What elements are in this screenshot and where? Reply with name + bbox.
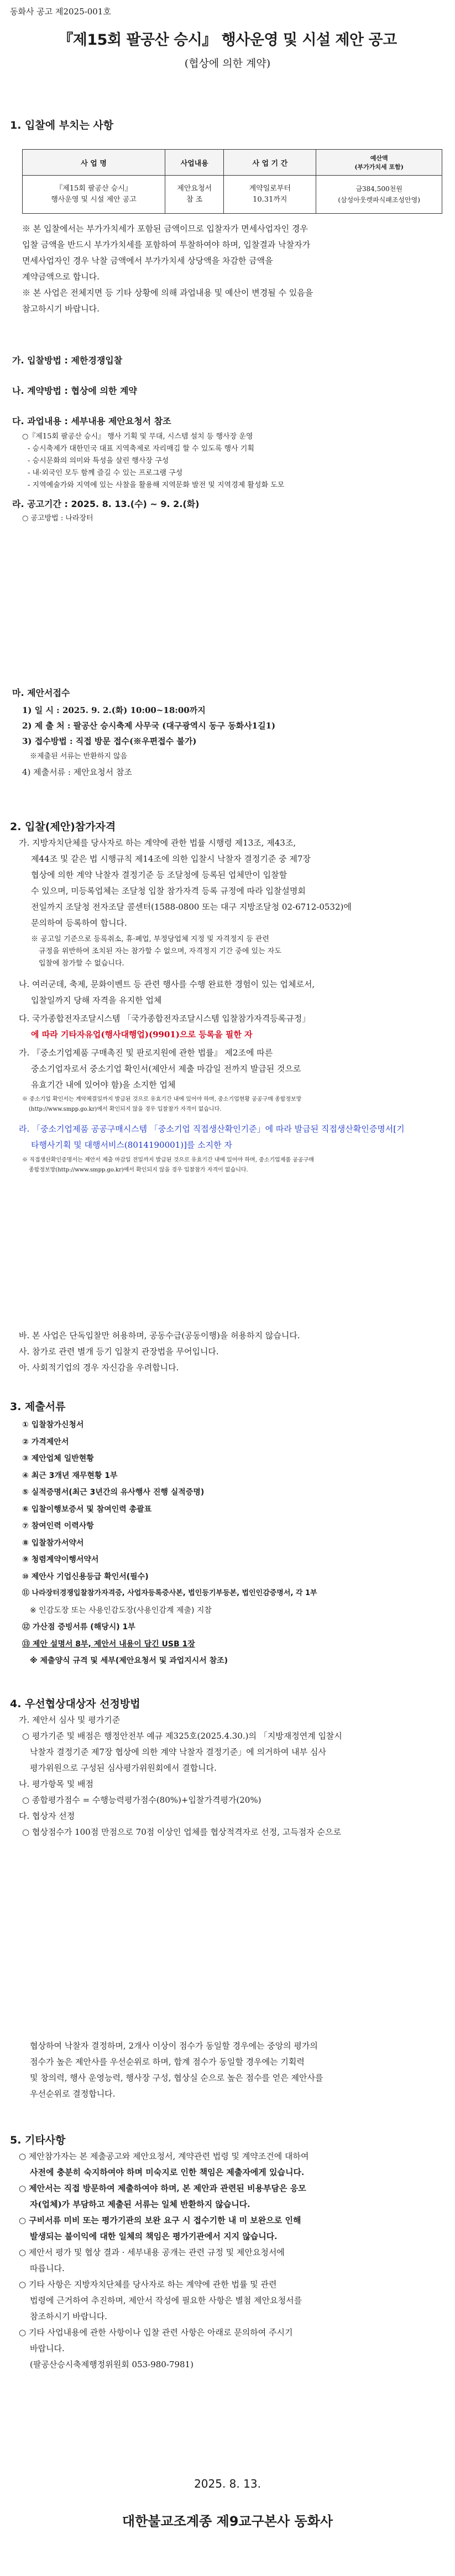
table-header-period: 사 업 기 간 <box>224 150 316 176</box>
text-line: 점수가 높은 제안사를 우선순위로 하며, 합계 점수가 동일할 경우에는 기획력 <box>30 2057 305 2067</box>
list-item: ⑨ 청렴계약이행서약서 <box>22 1555 99 1564</box>
page-title: 『제15회 팔공산 승시』 행사운영 및 시설 제안 공고 <box>58 31 397 49</box>
text-line: 및 창의력, 행사 운영능력, 행사장 구성, 협상실 순으로 높은 점수를 얻은 제안사를 <box>30 2073 323 2083</box>
text-line: 입찰일까지 당해 자격을 유지한 업체 <box>31 995 162 1005</box>
list-item: - 내·외국인 모두 함께 즐길 수 있는 프로그램 구성 <box>28 469 183 477</box>
submission-date: 1) 일 시 : 2025. 9. 2.(화) 10:00~18:00까지 <box>22 705 206 715</box>
text-line: 다. 협상자 선정 <box>19 1811 75 1821</box>
text-line: ※ 중소기업 확인서는 계약체결일까지 발급된 것으로 유효기간 내에 있어야 하며, 중소기업현황 공공구매 종합정보망 <box>22 1096 302 1102</box>
sme-requirement <box>19 1045 301 1093</box>
selection-method-tail <box>30 2038 323 2102</box>
section-4-heading: 4. 우선협상대상자 선정방법 <box>10 1698 140 1710</box>
documents-list <box>22 1417 317 1670</box>
list-item: ③ 제안업체 일반현황 <box>22 1454 94 1463</box>
section-3-heading: 3. 제출서류 <box>10 1401 66 1413</box>
emphasis-text: 자(업체)가 부담하고 제출된 서류는 일체 반환하지 않습니다. <box>30 2199 250 2209</box>
text-line: 유효기간 내에 있어야 함)을 소지한 업체 <box>31 1080 176 1090</box>
text-line: 참조하시기 바랍니다. <box>30 2311 107 2321</box>
text-line: 낙찰자 결정기준 제7장 협상에 의한 계약 낙찰자 결정기준」에 의거하여 내부 심사 <box>30 1747 326 1757</box>
emphasis-text: ○ 제안서는 직접 방문하여 제출하여야 하며, 본 제안과 관련된 비용부담은 응모 <box>19 2183 306 2193</box>
list-item: ※ 인감도장 또는 사용인감도장(사용인감계 제출) 지참 <box>30 1606 212 1615</box>
eligibility-na <box>19 976 315 1009</box>
text-line: 규정을 위반하여 조치된 자는 참가할 수 없으며, 자격정지 기간 중에 있는 자도 <box>39 947 281 956</box>
section-2-heading: 2. 입찰(제안)참가자격 <box>10 821 116 833</box>
selection-method <box>19 1712 342 1840</box>
list-item: ⑦ 참여인력 이력사항 <box>22 1522 94 1530</box>
note-line: 참고하시기 바랍니다. <box>22 304 100 314</box>
table-cell-budget: 금384,500천원 (삼성아웃렛파식패조성안영) <box>316 176 442 214</box>
text-line: ○ 기타 사항은 지방자치단체를 당사자로 하는 계약에 관한 법률 및 관련 <box>19 2279 277 2289</box>
table-header-name: 사 업 명 <box>23 150 165 176</box>
submission-note: ※제출된 서류는 반환하지 않음 <box>30 752 128 761</box>
notice-date: 2025. 8. 13. <box>194 2477 261 2490</box>
submission-method: 3) 접수방법 : 직접 방문 접수(※우편접수 불가) <box>22 736 197 746</box>
text-line: ※ 공고일 기준으로 등록취소, 휴·폐업, 부정당업체 지정 및 자격정지 등 관련 <box>31 935 269 943</box>
direct-production-note <box>22 1155 314 1175</box>
text-line <box>19 2229 308 2245</box>
notice-period: 라. 공고기간 : 2025. 8. 13.(수) ~ 9. 2.(화) <box>12 499 200 509</box>
eligibility-extra <box>19 1328 300 1376</box>
text-line: 바. 본 사업은 단독입찰만 허용하며, 공동수급(공동이행)을 허용하지 않습니다. <box>19 1331 300 1340</box>
text-line <box>19 1121 405 1137</box>
text-line: 법령에 근거하여 추진하며, 제안서 작성에 필요한 사항은 별첨 제안요청서를 <box>30 2295 302 2305</box>
list-item: ② 가격제안서 <box>22 1437 69 1447</box>
task-content: 다. 과업내용 : 세부내용 제안요청서 참조 <box>12 416 171 426</box>
contract-method: 나. 계약방법 : 협상에 의한 계약 <box>12 386 137 396</box>
section-1-heading: 1. 입찰에 부치는 사항 <box>10 119 114 131</box>
table-cell-name: 『제15회 팔공산 승시』 행사운영 및 시설 제안 공고 <box>23 176 165 214</box>
text-line: 가. 『중소기업제품 구매촉진 및 판로지원에 관한 법률』 제2조에 따른 <box>19 1048 273 1058</box>
emphasis-text: 사전에 충분히 숙지하여야 하며 미숙지로 인한 책임은 제출자에게 있습니다. <box>30 2167 305 2177</box>
task-content-list <box>22 431 284 492</box>
text-line: 협상하여 낙찰자 결정하며, 2개사 이상이 점수가 동일할 경우에는 중앙의 평가의 <box>30 2041 318 2051</box>
table-cell-period: 계약일로부터 10.31까지 <box>224 176 316 214</box>
text-line: 제44조 및 같은 법 시행규칙 제14조에 의한 입찰시 낙찰자 결정기준 중 제7장 <box>31 854 311 864</box>
text-line: 중소기업자로서 중소기업 확인서(제안서 제출 마감일 전까지 발급된 것으로 <box>31 1064 301 1074</box>
list-item: - 승시문화의 의미와 특성을 살린 행사장 구성 <box>28 457 169 465</box>
emphasis-text: 발생되는 불이익에 대한 일체의 책임은 평가기관에서 지지 않습니다. <box>30 2231 278 2241</box>
table-header-content: 사업내용 <box>165 150 224 176</box>
list-item: ○『제15회 팔공산 승시』 행사 기획 및 무대, 시스템 설치 등 행사장 운영 <box>22 432 253 441</box>
text-line: ○ 평가기준 및 배점은 행정안전부 예규 제325호(2025.4.30.)의 「지방재정연계 입찰시 <box>22 1731 342 1741</box>
text-line: 협상에 의한 계약 낙찰자 결정기준 등 조달청에 등록된 업체만이 입찰할 <box>31 870 287 880</box>
text-line: ○ 협상점수가 100점 만점으로 70점 이상인 업체를 협상적격자로 선정, 고득점자 순으로 <box>22 1827 341 1837</box>
text-line: 따릅니다. <box>30 2263 65 2273</box>
text-line: 전일까지 조달청 전자조달 콜센터(1588-0800 또는 대구 지방조달청 02-6712-0532)에 <box>31 902 352 912</box>
text-line: (팔공산승시축제행정위원회 053-980-7981) <box>30 2359 193 2369</box>
list-item: ④ 최근 3개년 재무현황 1부 <box>22 1471 118 1480</box>
eligibility-ga <box>19 835 352 931</box>
section-1-notes <box>22 221 313 317</box>
submission-heading: 마. 제안서접수 <box>12 688 70 698</box>
table-row <box>23 176 442 214</box>
text-line: 가. 지방자치단체를 당사자로 하는 계약에 관한 법률 시행령 제13조, 제43조, <box>19 838 296 848</box>
note-line: ※ 본 입찰에서는 부가가치세가 포함된 금액이므로 입찰자가 면세사업자인 경우 <box>22 224 308 234</box>
list-item: - 승시축제가 대한민국 대표 지역축제로 자리매김 할 수 있도록 행사 기획 <box>28 445 254 453</box>
issuing-organization: 대한불교조계종 제9교구본사 동화사 <box>122 2514 333 2529</box>
table-cell-content: 제안요청서 참 조 <box>165 176 224 214</box>
text-line: 가. 제안서 심사 및 평가기준 <box>19 1715 121 1725</box>
sme-note <box>22 1095 301 1115</box>
text-line: 다. 국가종합전자조달시스템 「국가종합전자조달시스템 입찰참가자격등록규정」 <box>19 1013 311 1023</box>
document-number: 동화사 공고 제2025-001호 <box>10 7 111 17</box>
text-line <box>19 2165 308 2181</box>
list-item: ⑤ 실적증명서(최근 3년간의 유사행사 진행 실적증명) <box>22 1488 205 1497</box>
submission-list <box>22 703 275 780</box>
eligibility-ga-note <box>31 933 281 970</box>
text-line: (http://www.smpp.go.kr)에서 확인되지 않을 경우 입찰참가 자격이 없습니다. <box>29 1106 222 1112</box>
emphasis-text: ○ 구비서류 미비 또는 평가기관의 보완 요구 시 접수기한 내 미 보완으로 인해 <box>19 2215 301 2225</box>
text-line: ○ 종합평가점수 = 수행능력평가점수(80%)+입찰가격평가(20%) <box>22 1795 262 1805</box>
list-item: ⑧ 입찰참가서약서 <box>22 1538 84 1548</box>
text-line <box>19 2197 308 2213</box>
bid-method: 가. 입찰방법 : 제한경쟁입찰 <box>12 355 123 366</box>
note-line: 면세사업자인 경우 낙찰 금액에서 부가가치세 상당액을 차감한 금액을 <box>22 256 273 266</box>
text-line: 나. 평가항목 및 배점 <box>19 1779 93 1789</box>
text-line: 아. 사회적기업의 경우 자신감을 우려합니다. <box>19 1363 179 1373</box>
text-line <box>19 1027 310 1043</box>
text-line: 종합정보망(http://www.smpp.go.kr)에서 확인되지 않을 경우 입찰참가 자격이 없습니다. <box>29 1167 248 1173</box>
text-line <box>19 2213 308 2229</box>
direct-production-text: 라. 「중소기업제품 공공구매시스템 「중소기업 직접생산확인기준」에 따라 발급된 직접생산확인증명서[기 <box>19 1124 405 1134</box>
text-line <box>19 1137 405 1153</box>
note-line: 계약금액으로 합니다. <box>22 272 100 282</box>
registration-requirement: 에 따라 기타자유업(행사대행업)(9901)으로 등록을 필한 자 <box>31 1030 253 1039</box>
section-5-heading: 5. 기타사항 <box>10 2134 66 2146</box>
note-line: 입찰 금액을 반드시 부가가치세를 포함하여 투찰하여야 하며, 입찰결과 낙찰자가 <box>22 240 311 250</box>
direct-production-requirement <box>19 1121 405 1153</box>
list-item: ⑩ 제안사 기업신용등급 확인서(필수) <box>22 1572 149 1581</box>
submission-documents: 4) 제출서류 : 제안요청서 참조 <box>22 767 132 777</box>
text-line: ○ 제안참가자는 본 제출공고와 제안요청서, 계약관련 법령 및 계약조건에 대하여 <box>19 2151 309 2161</box>
text-line: 사. 참가로 관련 별개 등기 입찰지 관장법을 무어입니다. <box>19 1347 219 1356</box>
usb-requirement: ⑬ 제안 설명서 8부, 제안서 내용이 담긴 USB 1장 <box>22 1639 195 1649</box>
text-line: 나. 여러군데, 축제, 문화이벤트 등 관련 행사를 수행 완료한 경험이 있는 업체로서, <box>19 979 315 989</box>
eligibility-da <box>19 1011 310 1043</box>
text-line: 수 있으며, 미등록업체는 조달청 입찰 참가자격 등록 규정에 따라 입찰설명회 <box>31 886 306 896</box>
page-subtitle: (협상에 의한 계약) <box>184 57 271 70</box>
text-line: 우선순위로 결정합니다. <box>30 2089 116 2099</box>
list-item: ⑪ 나라장터경쟁입찰참가자격증, 사업자등록증사본, 법인등기부등본, 법인인감증명서, 각 1부 <box>22 1589 317 1597</box>
list-item: ※ 제출양식 규격 및 세부(제안요청서 및 과업지시서 참조) <box>30 1656 228 1665</box>
text-line: ○ 기타 사업내용에 관한 사항이나 입찰 관련 사항은 아래로 문의하여 주시기 <box>19 2327 293 2337</box>
list-item <box>22 1636 317 1653</box>
text-line: 바랍니다. <box>30 2343 65 2353</box>
list-item: ① 입찰참가신청서 <box>22 1421 84 1429</box>
text-line: ※ 직접생산확인증명서는 제안서 제출 마감일 전일까지 발급된 것으로 유효기간 내에 있어야 하며, 중소기업제품 공공구매 <box>22 1157 314 1163</box>
text-line <box>19 2181 308 2197</box>
other-notes <box>19 2149 308 2373</box>
list-item: ⑥ 입찰이행보증서 및 참여인력 총괄표 <box>22 1505 152 1514</box>
note-line: ※ 본 사업은 전체지면 등 기타 상황에 의해 과업내용 및 예산이 변경될 수 있음을 <box>22 288 313 298</box>
list-item: - 지역예술가와 지역에 있는 사찰을 활용해 지역문화 발전 및 지역경제 활성화 도모 <box>28 481 285 489</box>
direct-production-text: 타행사기획 및 대행서비스(8014190001)]를 소지한 자 <box>31 1140 232 1150</box>
submission-place: 2) 제 출 처 : 팔공산 승시축제 사무국 (대구광역시 동구 동화사1길1) <box>22 721 276 731</box>
notice-method: ○ 공고방법 : 나라장터 <box>22 514 93 522</box>
text-line: 문의하여 등록하여 합니다. <box>31 918 127 928</box>
project-table <box>22 149 442 214</box>
table-header-budget: 예산액 (부가가치세 포함) <box>316 150 442 176</box>
list-item: ⑫ 가산점 증빙서류 (해당시) 1부 <box>22 1623 135 1632</box>
text-line: 평가위원으로 구성된 심사평가위원회에서 결합니다. <box>30 1763 217 1773</box>
text-line: ○ 제안서 평가 및 협상 결과 · 세부내용 공개는 관련 규정 및 제안요청서에 <box>19 2247 285 2257</box>
text-line: 입찰에 참가할 수 없습니다. <box>39 959 124 968</box>
